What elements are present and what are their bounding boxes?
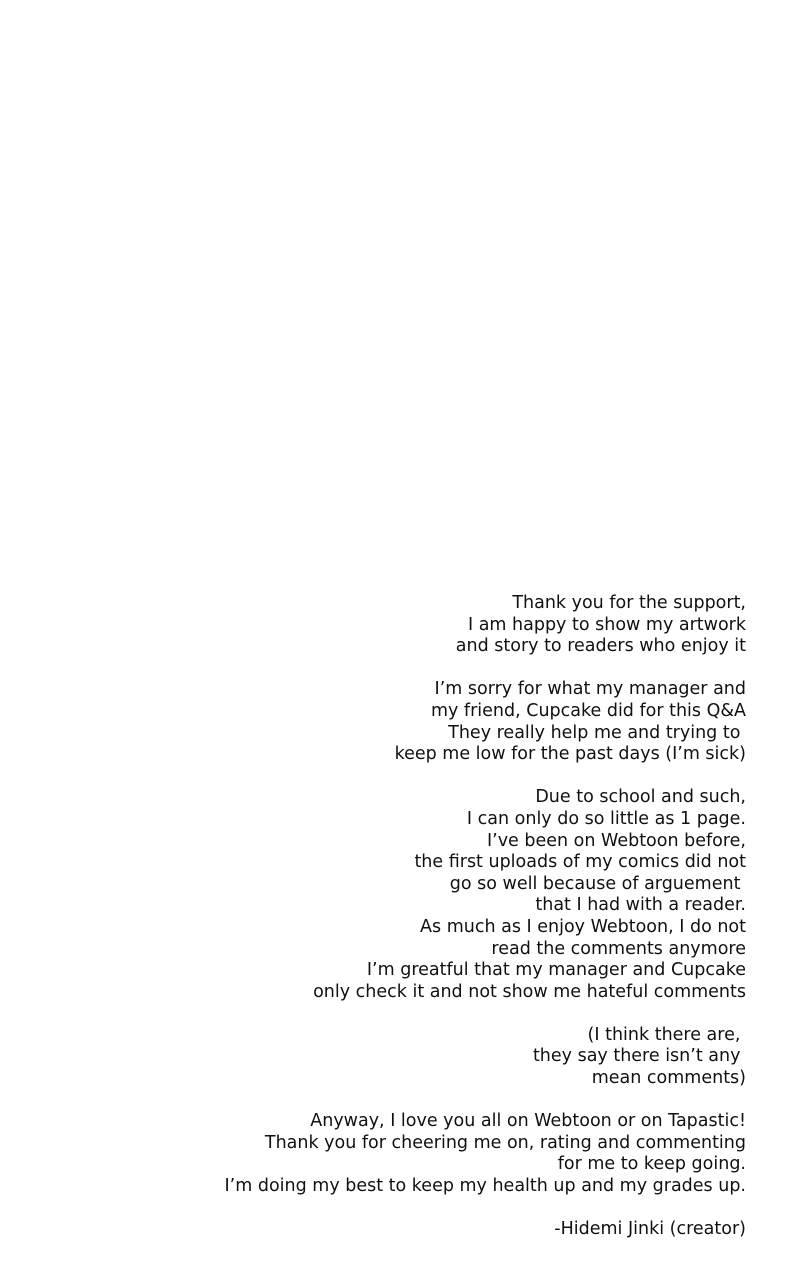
paragraph-signature — [146, 1219, 746, 1241]
paragraph-thanks — [146, 593, 746, 658]
paragraph-apology — [146, 679, 746, 765]
text-line: I can only do so little as 1 page. — [466, 808, 746, 829]
text-line: (I think there are, — [587, 1024, 746, 1045]
text-line: They really help me and trying to — [448, 722, 746, 743]
text-line: Thank you for cheering me on, rating and commenting — [264, 1132, 746, 1153]
paragraph-aside — [146, 1025, 746, 1090]
text-line: I’m sorry for what my manager and — [434, 679, 746, 700]
signature: -Hidemi Jinki (creator) — [554, 1219, 746, 1240]
text-line: they say there isn’t any — [532, 1046, 746, 1067]
text-line: and story to readers who enjoy it — [455, 636, 746, 657]
text-line: only check it and not show me hateful comments — [313, 981, 746, 1002]
creator-note — [146, 593, 746, 1241]
text-line: I’m doing my best to keep my health up and my grades up. — [224, 1176, 746, 1197]
text-line: my friend, Cupcake did for this Q&A — [430, 700, 746, 721]
text-line: for me to keep going. — [557, 1154, 746, 1175]
text-line: keep me low for the past days (I’m sick) — [394, 744, 746, 765]
text-line: I’ve been on Webtoon before, — [486, 830, 746, 851]
text-line: Due to school and such, — [535, 787, 746, 808]
text-line: Thank you for the support, — [512, 593, 746, 613]
text-line: Anyway, I love you all on Webtoon or on Tapastic! — [310, 1111, 746, 1132]
text-line: read the comments anymore — [491, 938, 746, 959]
paragraph-school — [146, 787, 746, 1003]
paragraph-closing — [146, 1111, 746, 1197]
text-line: go so well because of arguement — [449, 873, 746, 894]
text-line: that I had with a reader. — [535, 895, 746, 916]
text-line: As much as I enjoy Webtoon, I do not — [420, 916, 746, 937]
text-line: I am happy to show my artwork — [467, 614, 746, 635]
text-line: mean comments) — [591, 1068, 746, 1089]
text-line: I’m greatful that my manager and Cupcake — [366, 960, 746, 981]
text-line: the first uploads of my comics did not — [414, 852, 746, 873]
